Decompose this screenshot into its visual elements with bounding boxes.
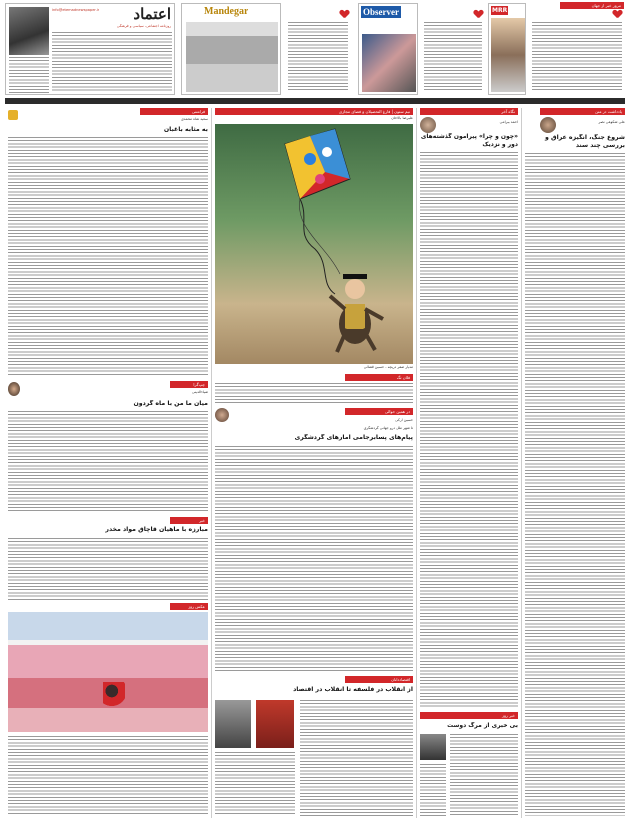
cover-mandegar-image <box>186 22 278 92</box>
center3-photo <box>215 700 251 748</box>
left4-photo <box>8 612 208 732</box>
midright-title: «چون و چرا» پیرامون گذشته‌های دور و نزدیک <box>420 133 518 148</box>
cover-observer-summary <box>424 22 482 92</box>
left4-tag: عکس روز <box>170 603 208 610</box>
center-author: علیرضا بالاخان <box>391 116 413 120</box>
left-body <box>8 137 208 377</box>
left2-author: ضیاءالدینی <box>192 390 208 394</box>
cover-mandegar-summary <box>288 22 348 92</box>
left-title: به مثابه باغبان <box>163 126 208 133</box>
kite-boy-svg <box>215 124 413 364</box>
masthead-website: info@etemadnewspaper.ir <box>52 8 100 12</box>
cartoon-illustration <box>215 124 413 364</box>
right-body <box>525 153 625 816</box>
date-line-bar <box>5 98 625 104</box>
masthead-photo <box>9 7 49 55</box>
cartoon-caption: مدیار صفر دریچه - حسین قضائی <box>363 365 413 369</box>
cartoon-text <box>215 383 413 403</box>
midright-author-photo <box>420 117 436 133</box>
cartoon-tag: فلان تگ <box>345 374 413 381</box>
center2-title: پیام‌های پسابرجامی آمارهای گردشگری <box>294 434 413 441</box>
center3-tag: اقتصاددانان <box>345 676 413 683</box>
left4-caption <box>8 736 208 816</box>
left2-author-photo <box>8 382 20 396</box>
left-author: سعید شاه محمدی <box>180 117 208 121</box>
cover-mandegar-logo: Mandegar <box>204 6 249 17</box>
mid3-body <box>450 734 518 816</box>
masthead-box <box>5 3 175 95</box>
left-logo-icon <box>8 110 18 120</box>
masthead-logo: اعتماد <box>133 5 171 23</box>
center3-body-2 <box>215 752 295 816</box>
press-review-tag: مرور خبر از جهان <box>560 2 624 9</box>
mid3-body-2 <box>420 764 446 816</box>
midright-author: احمد بیرامی <box>499 120 518 124</box>
center-tag: نیم ستون | فارغ التحصیلان و فضای مجازی <box>215 108 413 115</box>
cover-mirror <box>488 3 526 95</box>
center2-tag: در همین حوالی <box>345 408 413 415</box>
center3-title: از انقلاب در فلسفه تا انقلاب در اقتصاد <box>293 686 413 693</box>
mid3-title: بی خبری از مرگ دوست <box>447 722 518 729</box>
left3-title: مبارزه با ماهیان قاچاق مواد مخدر <box>105 526 208 533</box>
center3-book <box>256 700 294 748</box>
left2-tag: چپ‌گرا <box>170 381 208 388</box>
heart-icon <box>474 10 483 18</box>
midright-tag: نگاه آخر <box>420 108 518 115</box>
cover-mirror-image <box>491 18 525 92</box>
left4-photo-shore <box>8 640 208 645</box>
masthead-slogan: روزنامه اجتماعی، سیاسی و فرهنگی <box>116 24 171 28</box>
mid3-tag: خبر روز <box>420 712 518 719</box>
left4-photo-people <box>103 682 125 712</box>
left3-tag: خبر <box>170 517 208 524</box>
cover-mandegar <box>181 3 281 95</box>
center2-body <box>215 446 413 671</box>
cover-mirror-logo: MRR <box>492 7 508 14</box>
left3-body <box>8 538 208 600</box>
cover-observer-image <box>362 34 416 92</box>
left2-title: میان ما من با ماه گردون <box>133 400 208 407</box>
heart-icon <box>340 10 349 18</box>
heart-icon <box>613 10 622 18</box>
center2-author: حسین آرکی <box>395 418 413 422</box>
left2-body <box>8 411 208 513</box>
midright-body <box>420 152 518 707</box>
right-title: شروع جنگ، انگیزه عراق و بررسی چند سند <box>545 134 625 149</box>
center3-body <box>300 700 413 816</box>
left-tag: فرامتنی <box>140 108 208 115</box>
right-column-tag: یادداشت در متن <box>540 108 625 115</box>
cover-observer-logo: Observer <box>363 7 399 17</box>
cover-observer <box>358 3 418 95</box>
cover-mirror-summary <box>532 22 622 92</box>
mid3-photo <box>420 734 446 760</box>
center2-kicker: تا شهر ملل درو جهانی گردشگری <box>363 426 413 430</box>
right-author-photo <box>540 117 556 133</box>
masthead-photo-lines <box>9 57 49 93</box>
center2-author-photo <box>215 408 229 422</box>
masthead-credits <box>52 32 172 92</box>
right-author: علی شکوهی نصر <box>598 120 625 124</box>
